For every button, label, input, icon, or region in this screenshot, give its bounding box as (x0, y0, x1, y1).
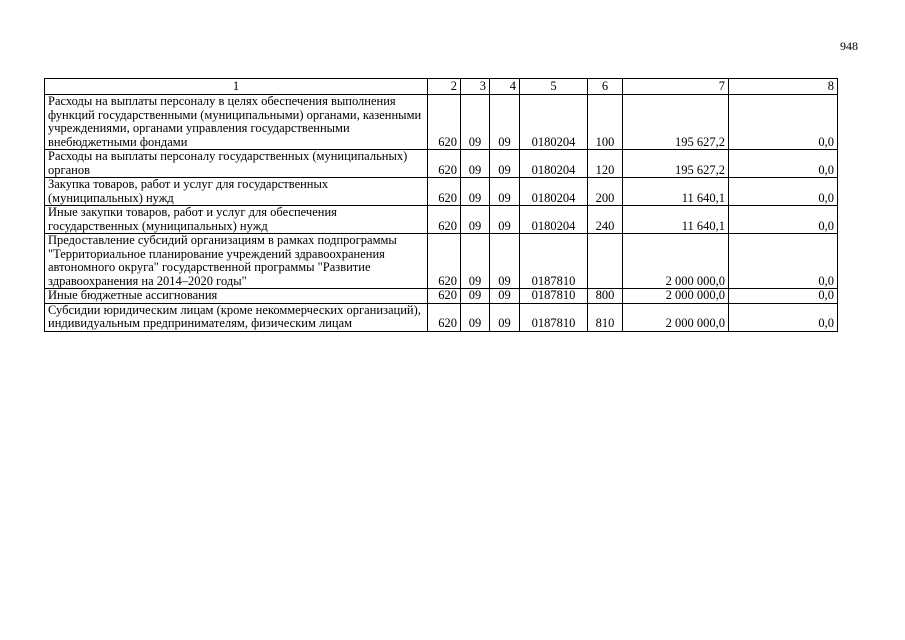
cell-c7: 11 640,1 (623, 178, 729, 206)
budget-table (44, 78, 838, 332)
row-name: Расходы на выплаты персоналу государственных (муниципальных) органов (45, 150, 428, 178)
cell-c8: 0,0 (729, 234, 838, 289)
cell-c3: 09 (461, 289, 490, 304)
cell-c5: 0187810 (520, 234, 588, 289)
cell-c2: 620 (428, 150, 461, 178)
cell-c8: 0,0 (729, 206, 838, 234)
cell-c2: 620 (428, 234, 461, 289)
table-row (45, 206, 838, 234)
table-row (45, 150, 838, 178)
cell-c3: 09 (461, 150, 490, 178)
cell-c8: 0,0 (729, 95, 838, 150)
col-header-5: 5 (520, 79, 588, 95)
cell-c8: 0,0 (729, 178, 838, 206)
cell-c5: 0187810 (520, 303, 588, 331)
cell-c7: 2 000 000,0 (623, 303, 729, 331)
cell-c8: 0,0 (729, 150, 838, 178)
row-name: Иные бюджетные ассигнования (45, 289, 428, 304)
cell-c6: 810 (588, 303, 623, 331)
cell-c3: 09 (461, 95, 490, 150)
header-row (45, 79, 838, 95)
table-row (45, 303, 838, 331)
table-row (45, 289, 838, 304)
cell-c5: 0180204 (520, 178, 588, 206)
col-header-1: 1 (45, 79, 428, 95)
col-header-7: 7 (623, 79, 729, 95)
cell-c7: 11 640,1 (623, 206, 729, 234)
table-row (45, 234, 838, 289)
cell-c6: 240 (588, 206, 623, 234)
cell-c6 (588, 234, 623, 289)
cell-c4: 09 (490, 150, 520, 178)
col-header-2: 2 (428, 79, 461, 95)
cell-c4: 09 (490, 234, 520, 289)
cell-c5: 0180204 (520, 206, 588, 234)
cell-c4: 09 (490, 303, 520, 331)
cell-c8: 0,0 (729, 289, 838, 304)
cell-c7: 2 000 000,0 (623, 289, 729, 304)
cell-c4: 09 (490, 289, 520, 304)
row-name: Субсидии юридическим лицам (кроме некоммерческих организаций), индивидуальным предпринимателям, физическим лицам (45, 303, 428, 331)
cell-c5: 0180204 (520, 95, 588, 150)
col-header-6: 6 (588, 79, 623, 95)
cell-c2: 620 (428, 289, 461, 304)
table-row (45, 95, 838, 150)
table-row (45, 178, 838, 206)
cell-c2: 620 (428, 303, 461, 331)
cell-c6: 120 (588, 150, 623, 178)
cell-c6: 800 (588, 289, 623, 304)
cell-c3: 09 (461, 206, 490, 234)
cell-c7: 195 627,2 (623, 95, 729, 150)
cell-c5: 0180204 (520, 150, 588, 178)
cell-c2: 620 (428, 206, 461, 234)
cell-c7: 195 627,2 (623, 150, 729, 178)
cell-c3: 09 (461, 303, 490, 331)
row-name: Расходы на выплаты персоналу в целях обеспечения выполнения функций государственными (муниципальными) органами, казенными учреждениями, органами управления государственными внебюджетными фондами (45, 95, 428, 150)
cell-c7: 2 000 000,0 (623, 234, 729, 289)
row-name: Предоставление субсидий организациям в рамках подпрограммы "Территориальное планирование учреждений здравоохранения автономного округа" государственной программы "Развитие здравоохранения на 2014–2020 годы" (45, 234, 428, 289)
cell-c2: 620 (428, 95, 461, 150)
cell-c4: 09 (490, 95, 520, 150)
col-header-3: 3 (461, 79, 490, 95)
cell-c6: 200 (588, 178, 623, 206)
col-header-8: 8 (729, 79, 838, 95)
cell-c8: 0,0 (729, 303, 838, 331)
cell-c4: 09 (490, 206, 520, 234)
cell-c6: 100 (588, 95, 623, 150)
page-number: 948 (840, 39, 858, 53)
cell-c4: 09 (490, 178, 520, 206)
cell-c3: 09 (461, 234, 490, 289)
col-header-4: 4 (490, 79, 520, 95)
cell-c2: 620 (428, 178, 461, 206)
cell-c5: 0187810 (520, 289, 588, 304)
row-name: Закупка товаров, работ и услуг для государственных (муниципальных) нужд (45, 178, 428, 206)
cell-c3: 09 (461, 178, 490, 206)
row-name: Иные закупки товаров, работ и услуг для обеспечения государственных (муниципальных) нужд (45, 206, 428, 234)
